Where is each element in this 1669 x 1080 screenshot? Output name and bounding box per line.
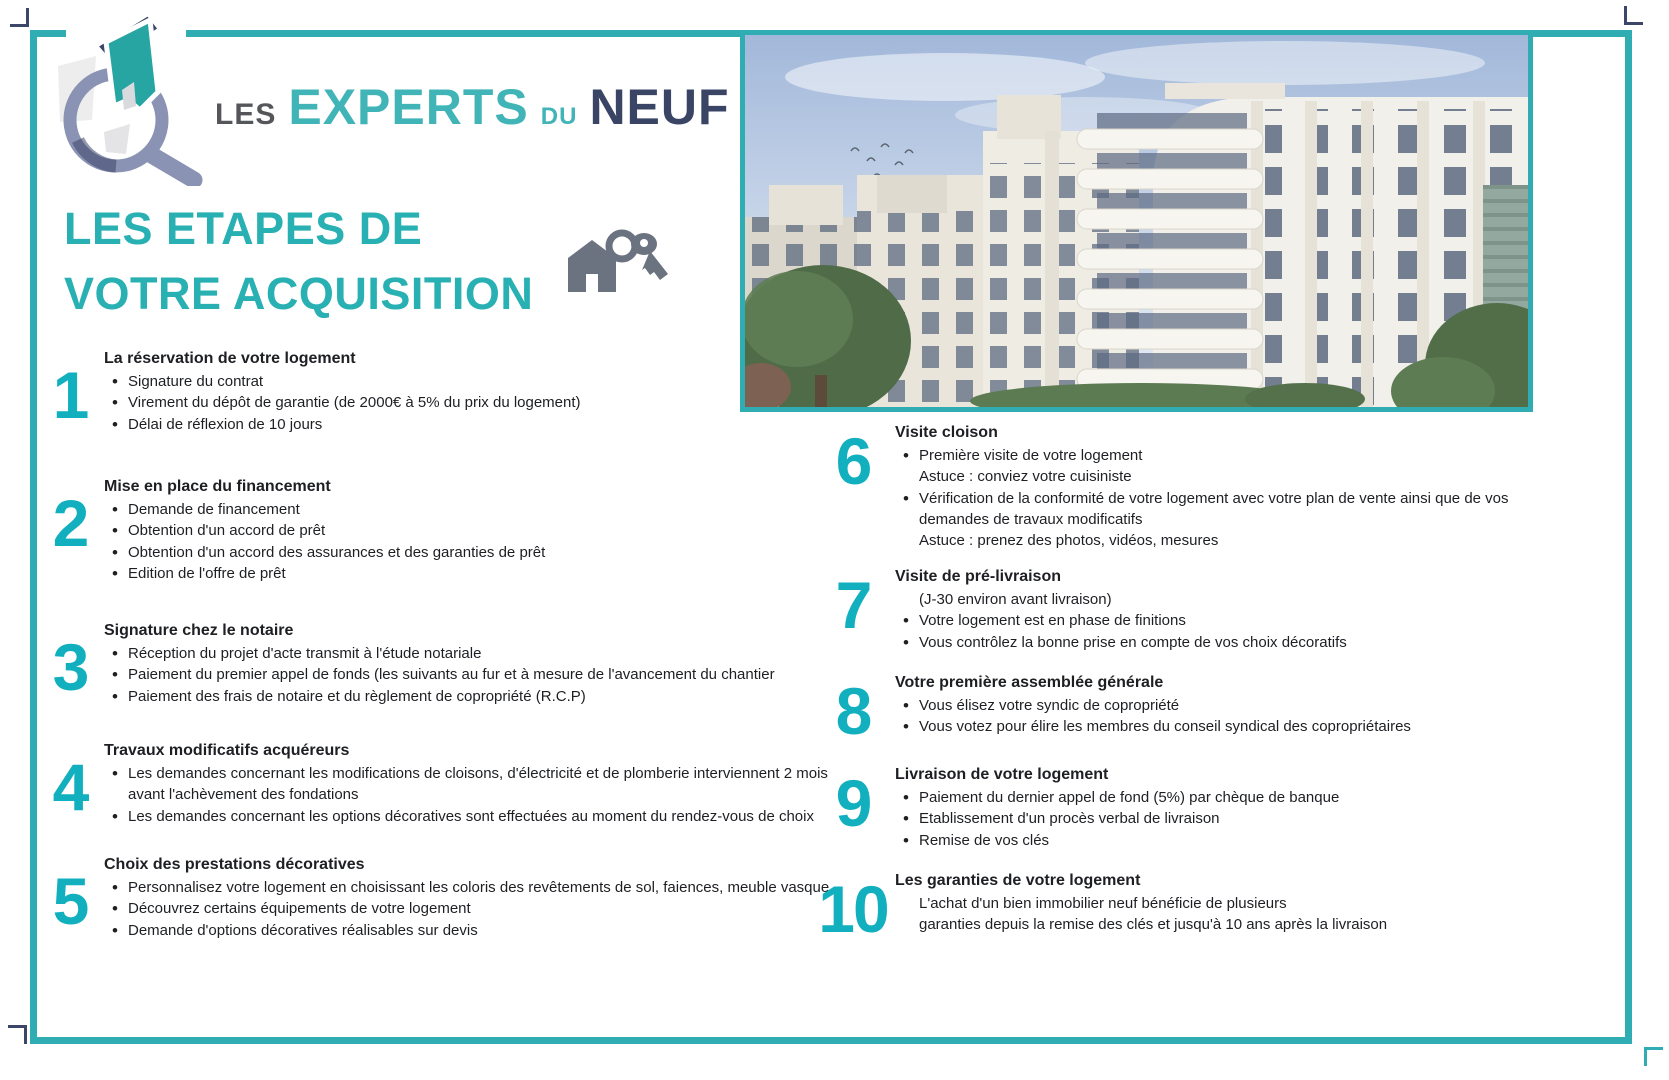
logo-word-experts: EXPERTS (288, 79, 529, 135)
step-items (895, 893, 1547, 936)
step-item: • Paiement du dernier appel de fond (5%) par chèque de banque (895, 787, 1547, 808)
step-items (895, 589, 1547, 653)
corner-mark-bottom-left (8, 1025, 27, 1044)
step-item: Astuce : conviez votre cuisiniste (919, 468, 1132, 486)
step (815, 674, 1547, 748)
step-item: • Obtention d'un accord de prêt (104, 520, 842, 541)
step-heading: Visite de pré-livraison (895, 568, 1061, 585)
step-heading: Choix des prestations décoratives (104, 856, 365, 873)
step-items (104, 763, 842, 827)
step-item: • Découvrez certains équipements de votre logement (104, 898, 842, 919)
step-item: • Vérification de la conformité de votre logement avec votre plan de vente ainsi que de vos demandes de travaux modificatifs (895, 488, 1547, 531)
building-render-illustration (745, 35, 1528, 407)
corner-mark-top-left (10, 8, 29, 27)
step-item: • Etablissement d'un procès verbal de livraison (895, 808, 1547, 829)
step-item: • Réception du projet d'acte transmit à l'étude notariale (104, 643, 842, 664)
step-body (891, 568, 1547, 653)
step-body (100, 622, 842, 707)
step-body (100, 856, 842, 941)
step-heading: Travaux modificatifs acquéreurs (104, 742, 350, 759)
step-items (104, 499, 842, 584)
step (40, 742, 842, 827)
house-magnifier-icon (52, 4, 217, 186)
step-heading: Votre première assemblée générale (895, 674, 1164, 691)
step-item: • Personnalisez votre logement en choisissant les coloris des revêtements de sol, faiences, meuble vasque... (104, 877, 842, 898)
step-item: • Paiement des frais de notaire et du règlement de copropriété (R.C.P) (104, 686, 842, 707)
step-item: • Obtention d'un accord des assurances et des garanties de prêt (104, 542, 842, 563)
step-heading: Livraison de votre logement (895, 766, 1109, 783)
logo-word-les: LES (215, 98, 277, 131)
step-body (891, 424, 1547, 551)
step-body (891, 766, 1547, 851)
logo-wordmark (215, 78, 730, 136)
step-items (895, 695, 1547, 738)
building-render-photo (740, 30, 1533, 412)
step-items (895, 787, 1547, 851)
step-item: • Vous votez pour élire les membres du conseil syndical des copropriétaires (895, 716, 1547, 737)
step-heading: Les garanties de votre logement (895, 872, 1141, 889)
step-number: 4 (52, 750, 88, 824)
step-item: garanties depuis la remise des clés et jusqu'à 10 ans après la livraison (919, 916, 1388, 934)
step-number: 10 (818, 872, 888, 946)
step-item: • Les demandes concernant les modifications de cloisons, d'électricité et de plomberie interviennent 2 mois avant l'achèvement des fondations (104, 763, 842, 806)
step-number: 3 (52, 630, 88, 704)
step-items (895, 445, 1547, 551)
step-item: • Demande de financement (104, 499, 842, 520)
page-title-line1: LES ETAPES DE (64, 203, 423, 254)
step-number: 6 (835, 424, 871, 498)
step-item: (J-30 environ avant livraison) (919, 591, 1112, 608)
step-item: • Virement du dépôt de garantie (de 2000€ à 5% du prix du logement) (104, 392, 842, 413)
step-body (891, 872, 1547, 936)
step-item: • Signature du contrat (104, 371, 842, 392)
step-heading: La réservation de votre logement (104, 350, 356, 367)
step-body (100, 742, 842, 827)
step-item: • Les demandes concernant les options décoratives sont effectuées au moment du rendez-vous de choix (104, 806, 842, 827)
step (40, 478, 842, 584)
step-number: 8 (835, 674, 871, 748)
step (815, 424, 1547, 551)
step-number: 9 (835, 766, 871, 840)
step (815, 872, 1547, 946)
step-items (104, 877, 842, 941)
page-title-line2: VOTRE ACQUISITION (64, 268, 534, 320)
step-number: 1 (52, 358, 88, 432)
step-body (891, 674, 1547, 738)
logo-word-du: DU (540, 103, 578, 130)
step-heading: Signature chez le notaire (104, 622, 294, 639)
corner-mark-bottom-right (1644, 1047, 1663, 1066)
step-item: Astuce : prenez des photos, vidéos, mesures (919, 532, 1219, 550)
step-item: • Première visite de votre logement (895, 445, 1547, 466)
step-items (104, 643, 842, 707)
step-number: 2 (52, 486, 88, 560)
step (815, 568, 1547, 653)
step-heading: Mise en place du financement (104, 478, 331, 495)
step-item: • Vous élisez votre syndic de copropriété (895, 695, 1547, 716)
step-body (100, 478, 842, 584)
logo-word-neuf: NEUF (589, 79, 730, 135)
page-title (64, 196, 533, 327)
step-item: • Votre logement est en phase de finitions (895, 610, 1547, 631)
step (40, 856, 842, 941)
step-number: 7 (835, 568, 871, 642)
step-item: • Demande d'options décoratives réalisables sur devis (104, 920, 842, 941)
step-item: L'achat d'un bien immobilier neuf bénéficie de plusieurs (919, 895, 1287, 912)
step-number: 5 (52, 864, 88, 938)
step (40, 622, 842, 707)
step-item: • Remise de vos clés (895, 830, 1547, 851)
step-items (104, 371, 842, 435)
step-item: • Edition de l'offre de prêt (104, 563, 842, 584)
step-item: • Vous contrôlez la bonne prise en compte de vos choix décoratifs (895, 632, 1547, 653)
step-heading: Visite cloison (895, 424, 998, 441)
step-item: • Délai de réflexion de 10 jours (104, 414, 842, 435)
corner-mark-top-right (1624, 6, 1643, 25)
step (40, 350, 842, 435)
step-body (100, 350, 842, 435)
step-item: • Paiement du premier appel de fonds (les suivants au fur et à mesure de l'avancement du chantier (104, 664, 842, 685)
step (815, 766, 1547, 851)
house-keys-icon (560, 218, 672, 302)
